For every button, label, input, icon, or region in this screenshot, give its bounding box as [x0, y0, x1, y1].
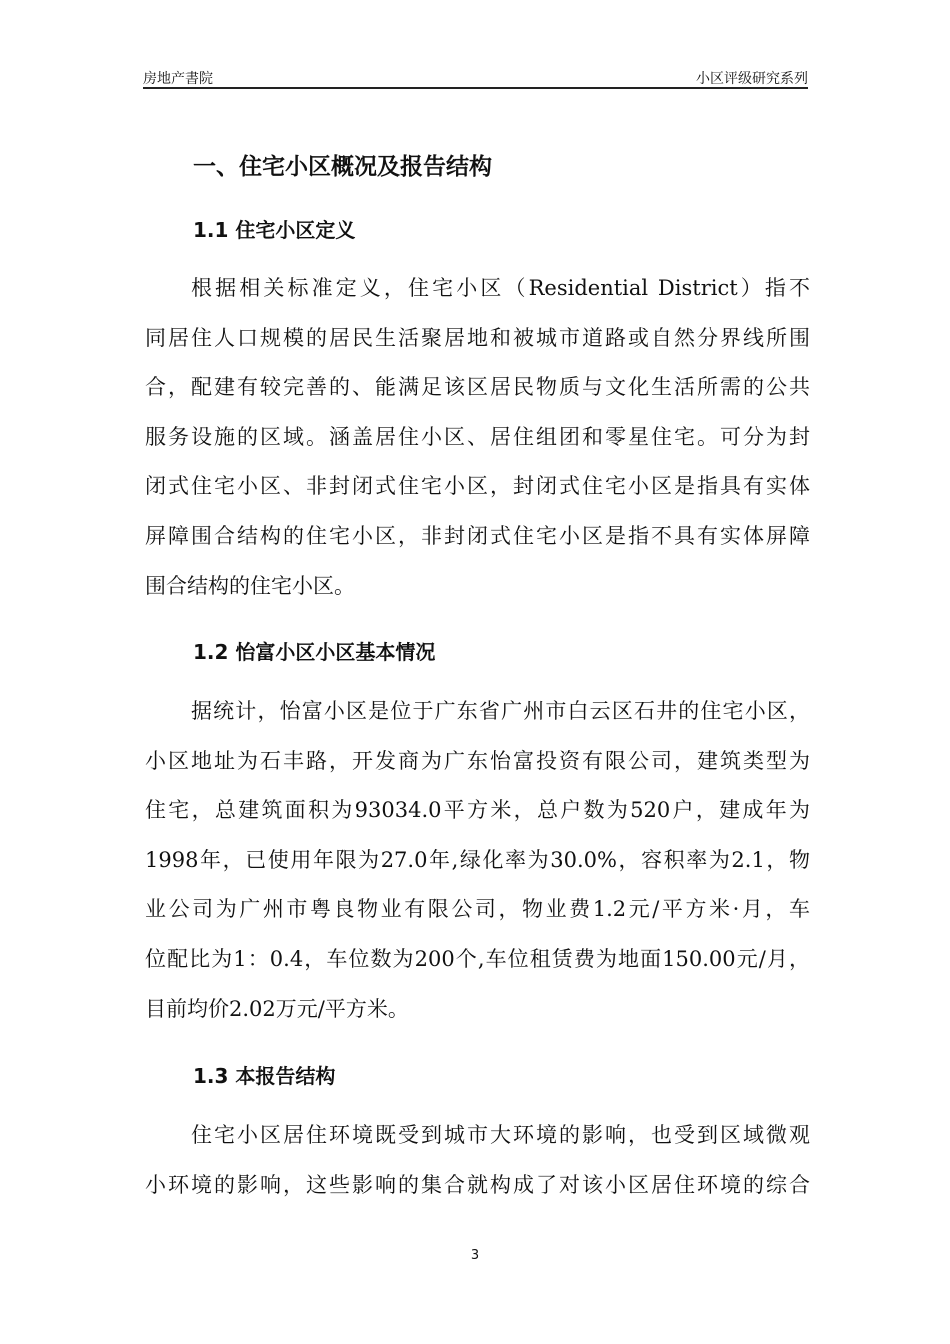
text-line: 闭式住宅小区、非封闭式住宅小区，封闭式住宅小区是指具有实体 — [145, 474, 810, 499]
paragraph-structure — [145, 1111, 810, 1210]
paragraph-basic-info — [145, 687, 810, 1034]
text-line: 同居住人口规模的居民生活聚居地和被城市道路或自然分界线所围 — [145, 325, 810, 350]
header-left: 房地产書院 — [143, 71, 213, 87]
section-title: 一、住宅小区概况及报告结构 — [193, 154, 492, 180]
text-line: 小区地址为石丰路，开发商为广东怡富投资有限公司，建筑类型为 — [145, 748, 810, 773]
text-line: 根据相关标准定义，住宅小区（Residential District）指不 — [191, 276, 810, 300]
text-line: 住宅小区居住环境既受到城市大环境的影响，也受到区域微观 — [191, 1123, 810, 1147]
heading-1-3: 1.3 本报告结构 — [193, 1064, 336, 1088]
header-rule — [143, 87, 808, 89]
paragraph-definition — [145, 264, 810, 611]
heading-1-2: 1.2 怡富小区小区基本情况 — [193, 640, 436, 664]
text-line: 业公司为广州市粤良物业有限公司，物业费1.2元/平方米·月，车 — [145, 897, 810, 922]
text-line: 1998年，已使用年限为27.0年,绿化率为30.0%，容积率为2.1，物 — [145, 847, 810, 872]
header-right: 小区评级研究系列 — [696, 71, 808, 87]
text-line: 住宅，总建筑面积为93034.0平方米，总户数为520户，建成年为 — [145, 798, 810, 823]
text-line: 小环境的影响，这些影响的集合就构成了对该小区居住环境的综合 — [145, 1172, 810, 1197]
text-line: 围合结构的住宅小区。 — [145, 573, 355, 598]
text-line: 据统计，怡富小区是位于广东省广州市白云区石井的住宅小区， — [191, 699, 810, 723]
heading-1-1: 1.1 住宅小区定义 — [193, 218, 356, 242]
text-line: 合，配建有较完善的、能满足该区居民物质与文化生活所需的公共 — [145, 375, 810, 400]
text-line: 位配比为1：0.4，车位数为200个,车位租赁费为地面150.00元/月， — [145, 946, 810, 971]
page-number: 3 — [470, 1248, 480, 1263]
text-line: 屏障围合结构的住宅小区，非封闭式住宅小区是指不具有实体屏障 — [145, 523, 810, 548]
text-line: 服务设施的区域。涵盖居住小区、居住组团和零星住宅。可分为封 — [145, 424, 810, 449]
text-line: 目前均价2.02万元/平方米。 — [145, 996, 409, 1021]
